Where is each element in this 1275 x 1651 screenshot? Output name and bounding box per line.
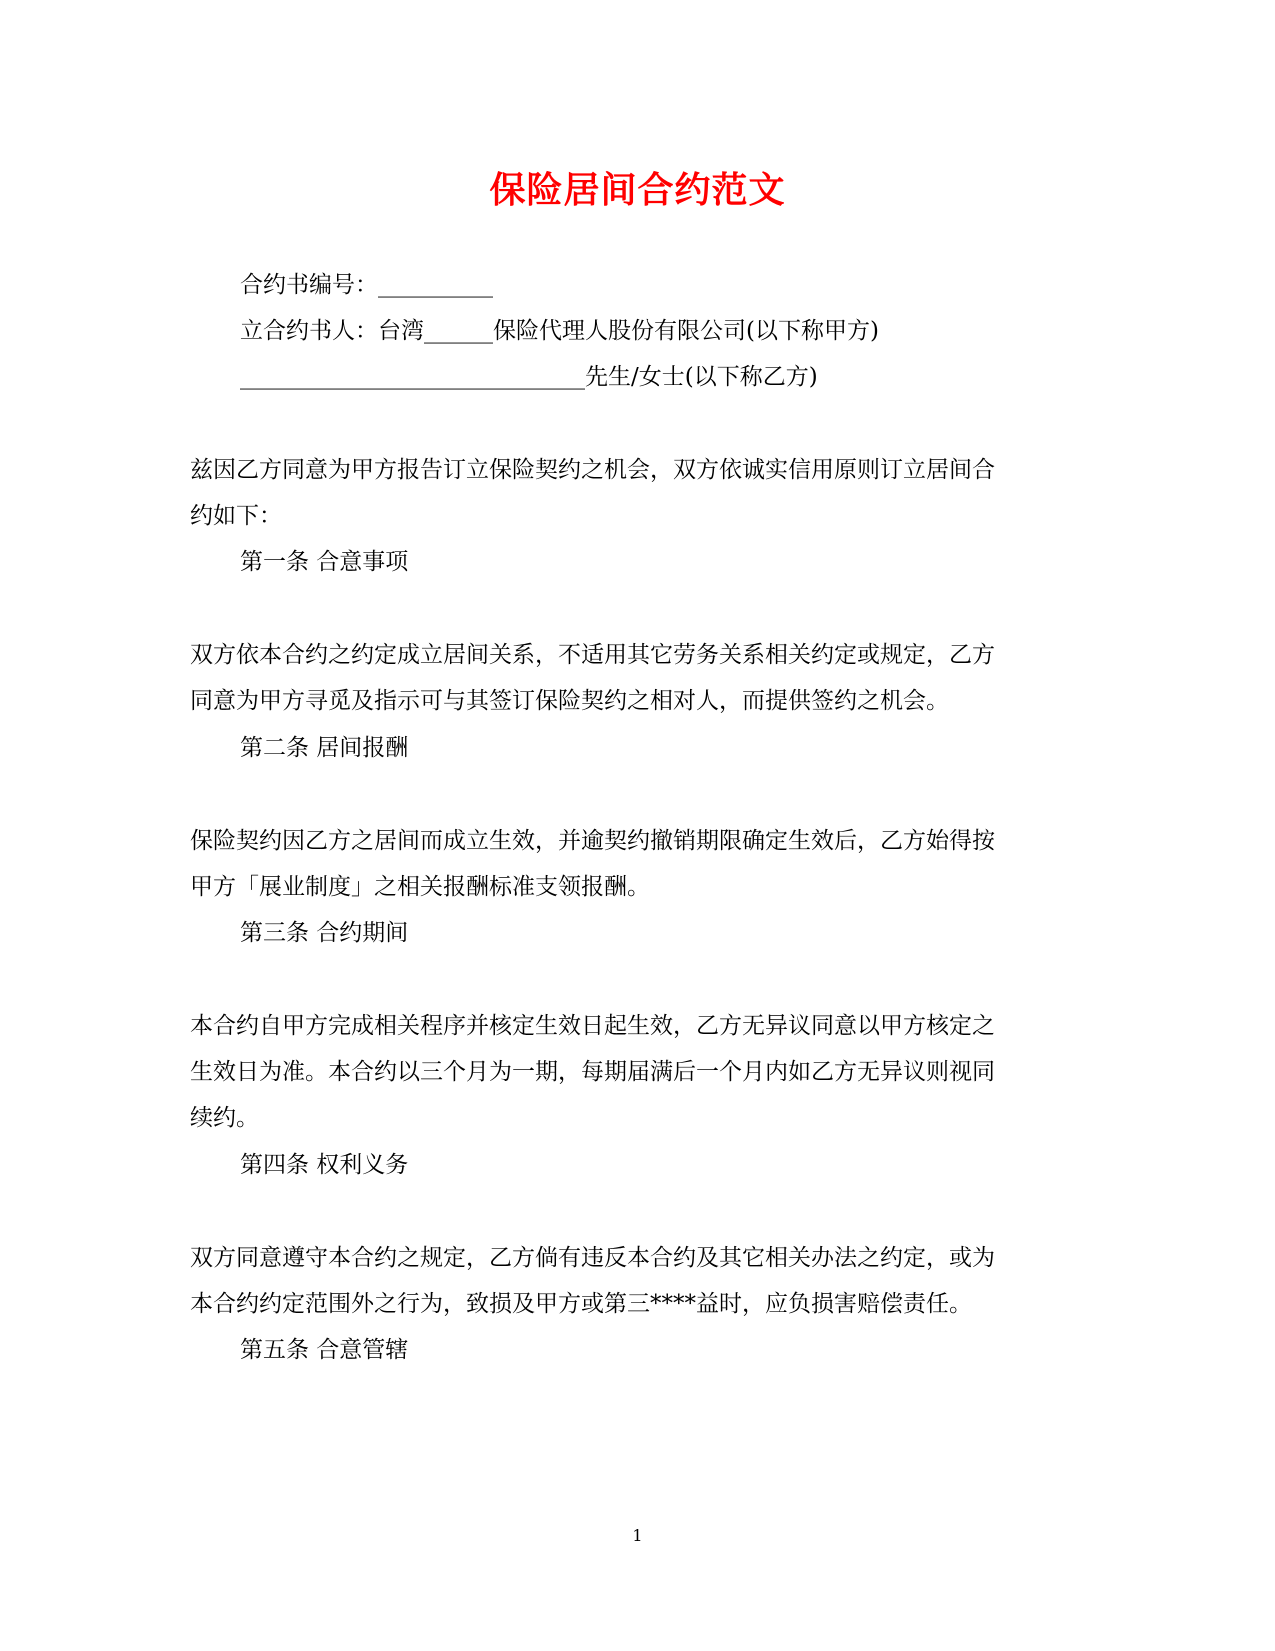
article-text: 保险契约因乙方之居间而成立生效，并逾契约撤销期限确定生效后，乙方始得按 [190, 828, 995, 854]
party-a-line: 立合约书人：台湾______保险代理人股份有限公司(以下称甲方) [240, 318, 879, 344]
document-title: 保险居间合约范文 [489, 169, 786, 211]
article-text: 甲方「展业制度」之相关报酬标准支领报酬。 [190, 874, 650, 900]
article-heading: 第五条 合意管辖 [240, 1337, 409, 1363]
article-text: 生效日为准。本合约以三个月为一期，每期届满后一个月内如乙方无异议则视同 [190, 1059, 995, 1085]
article-text: 本合约约定范围外之行为，致损及甲方或第三****益时，应负损害赔偿责任。 [190, 1291, 972, 1317]
article-text: 本合约自甲方完成相关程序并核定生效日起生效，乙方无异议同意以甲方核定之 [190, 1013, 995, 1039]
preamble-line: 约如下： [190, 503, 282, 529]
article-heading: 第二条 居间报酬 [240, 735, 409, 761]
article-text: 续约。 [190, 1105, 259, 1131]
article-text: 双方同意遵守本合约之规定，乙方倘有违反本合约及其它相关办法之约定，或为 [190, 1245, 995, 1271]
article-heading: 第三条 合约期间 [240, 920, 409, 946]
article-heading: 第一条 合意事项 [240, 549, 409, 575]
party-b-line: ______________________________先生/女士(以下称乙方) [240, 364, 818, 390]
preamble-line: 兹因乙方同意为甲方报告订立保险契约之机会，双方依诚实信用原则订立居间合 [190, 457, 995, 483]
contract-number-line: 合约书编号：__________ [240, 272, 493, 298]
article-text: 同意为甲方寻觅及指示可与其签订保险契约之相对人，而提供签约之机会。 [190, 688, 949, 714]
article-text: 双方依本合约之约定成立居间关系，不适用其它劳务关系相关约定或规定，乙方 [190, 642, 995, 668]
article-heading: 第四条 权利义务 [240, 1152, 409, 1178]
page-number: 1 [632, 1526, 643, 1545]
